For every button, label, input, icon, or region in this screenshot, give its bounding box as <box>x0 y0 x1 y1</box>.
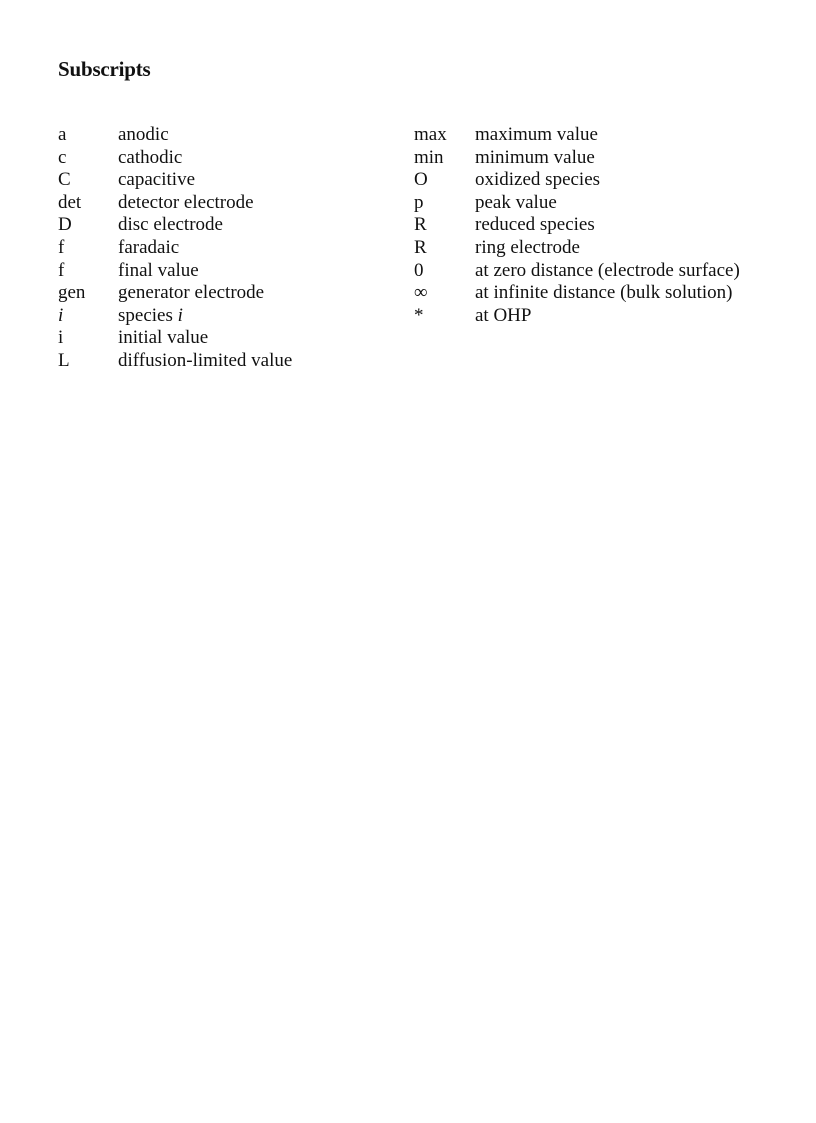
subscript-description: detector electrode <box>118 191 254 213</box>
subscript-description: anodic <box>118 124 169 145</box>
subscript-description: at zero distance (electrode surface) <box>475 259 740 281</box>
subscript-description: ring electrode <box>475 236 580 258</box>
list-item <box>414 237 746 260</box>
subscript-symbol: ∞ <box>414 282 428 304</box>
subscript-symbol: max <box>414 124 447 145</box>
list-item <box>414 147 746 170</box>
list-item <box>414 260 746 283</box>
subscript-symbol: * <box>414 304 424 326</box>
subscripts-right-column <box>414 124 746 327</box>
subscripts-left-column <box>58 124 358 373</box>
list-item <box>58 260 358 283</box>
subscript-symbol: det <box>58 191 82 213</box>
list-item <box>414 124 746 147</box>
list-item <box>414 305 746 328</box>
description-italic-symbol: i <box>177 304 183 326</box>
subscript-description: peak value <box>475 191 557 213</box>
subscript-description: final value <box>118 259 199 281</box>
subscript-description: minimum value <box>475 146 595 168</box>
subscript-symbol: p <box>414 191 424 213</box>
subscript-description <box>118 305 358 328</box>
subscript-description: faradaic <box>118 236 180 258</box>
subscript-symbol: c <box>58 146 67 168</box>
subscript-description: generator electrode <box>118 282 265 304</box>
subscript-symbol: i <box>58 327 64 349</box>
subscript-description: capacitive <box>118 169 196 191</box>
subscript-symbol: gen <box>58 282 86 304</box>
list-item <box>58 350 358 373</box>
list-item <box>58 282 358 305</box>
subscript-symbol: min <box>414 146 444 168</box>
subscript-symbol: R <box>414 236 427 258</box>
subscript-description: initial value <box>118 327 209 349</box>
subscript-description: at OHP <box>475 304 532 326</box>
list-item <box>414 192 746 215</box>
list-item <box>414 282 746 305</box>
subscript-symbol: f <box>58 236 65 258</box>
list-item <box>58 214 358 237</box>
subscript-symbol: D <box>58 214 72 236</box>
list-item <box>414 214 746 237</box>
subscript-description: diffusion-limited value <box>118 349 293 371</box>
subscript-description: reduced species <box>475 214 595 236</box>
subscript-symbol: O <box>414 169 428 191</box>
subscript-symbol: R <box>414 214 427 236</box>
list-item <box>58 124 358 147</box>
list-item <box>58 192 358 215</box>
list-item <box>58 147 358 170</box>
list-item <box>58 169 358 192</box>
list-item <box>58 305 358 328</box>
subscript-description: disc electrode <box>118 214 223 236</box>
subscript-symbol: L <box>58 349 70 371</box>
subscript-description: at infinite distance (bulk solution) <box>475 282 733 304</box>
list-item <box>58 327 358 350</box>
subscript-symbol: C <box>58 169 71 191</box>
subscript-symbol: f <box>58 259 65 281</box>
list-item <box>414 169 746 192</box>
section-heading: Subscripts <box>58 57 151 81</box>
subscript-description: oxidized species <box>475 169 601 191</box>
subscript-symbol: i <box>58 304 64 326</box>
subscript-symbol: a <box>58 124 67 145</box>
list-item <box>58 237 358 260</box>
subscript-description: cathodic <box>118 146 183 168</box>
subscript-description: maximum value <box>475 124 598 145</box>
description-text: species <box>118 304 178 326</box>
subscript-symbol: 0 <box>414 259 424 281</box>
